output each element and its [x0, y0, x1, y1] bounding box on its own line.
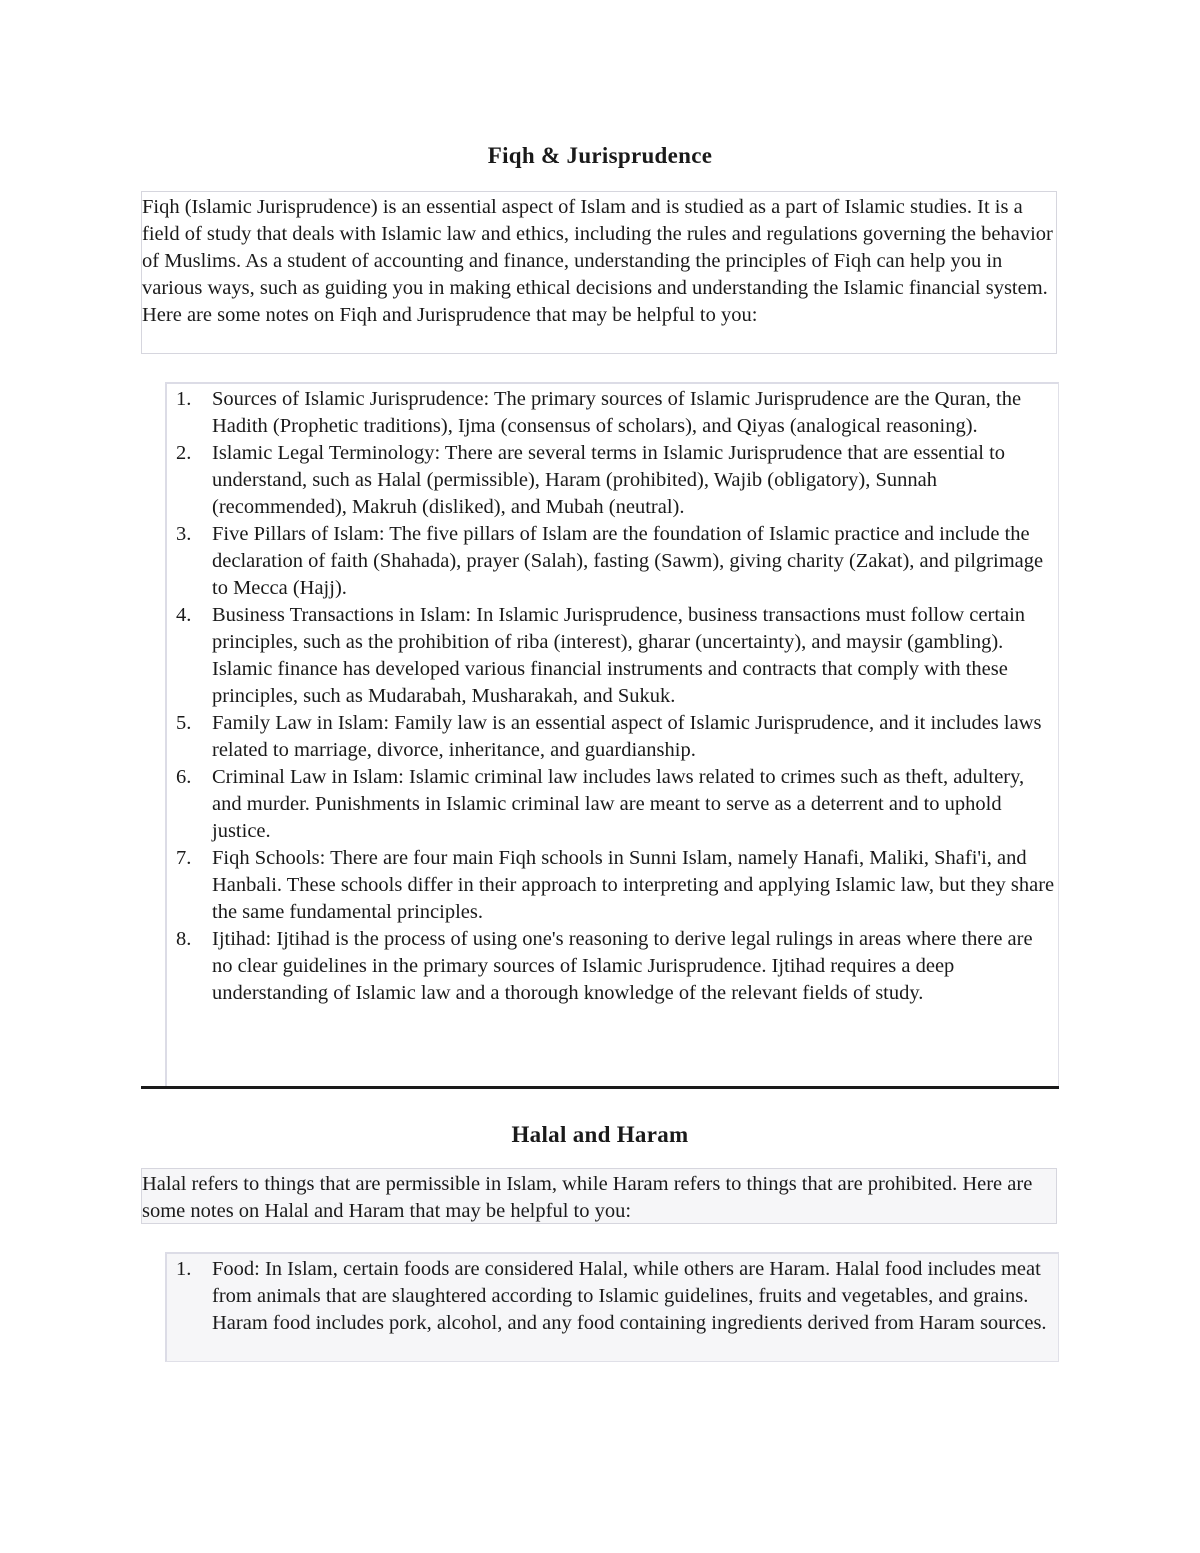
intro-paragraph-halal-haram: Halal refers to things that are permissible in Islam, while Haram refers to things that are prohibited. Here are some notes on Halal and Haram that may be helpful to you: [141, 1168, 1057, 1224]
item-text: Fiqh Schools: There are four main Fiqh schools in Sunni Islam, namely Hanafi, Maliki, Shafi'i, and Hanbali. These schools differ in their approach to interpreting and applying Islamic law, but they share the same fundamental principles. [212, 847, 1055, 923]
item-text: Family Law in Islam: Family law is an essential aspect of Islamic Jurisprudence, and it includes laws related to marriage, divorce, inheritance, and guardianship. [212, 712, 1042, 761]
item-text: Business Transactions in Islam: In Islamic Jurisprudence, business transactions must follow certain principles, such as the prohibition of riba (interest), gharar (uncertainty), and maysir (gambling). Islamic finance has developed various financial instruments and contracts that comply with these principles, such as Mudarabah, Musharakah, and Sukuk. [212, 604, 1026, 707]
item-text: Ijtihad: Ijtihad is the process of using one's reasoning to derive legal rulings in areas where there are no clear guidelines in the primary sources of Islamic Jurisprudence. Ijtihad requires a deep understanding of Islamic law and a thorough knowledge of the relevant fields of study. [212, 928, 1033, 1004]
item-text: Islamic Legal Terminology: There are several terms in Islamic Jurisprudence that are essential to understand, such as Halal (permissible), Haram (prohibited), Wajib (obligatory), Sunnah (recommended), Makruh (disliked), and Mubah (neutral). [212, 442, 1006, 518]
section-title-halal-haram: Halal and Haram [511, 1122, 689, 1147]
item-number: 1. [176, 1258, 192, 1280]
item-text: Sources of Islamic Jurisprudence: The primary sources of Islamic Jurisprudence are the Quran, the Hadith (Prophetic traditions), Ijma (consensus of scholars), and Qiyas (analogical reasoning). [212, 388, 1022, 437]
list-item [176, 710, 1058, 764]
list-item [176, 1256, 1058, 1337]
notes-list-fiqh [165, 382, 1059, 1088]
item-text: Food: In Islam, certain foods are considered Halal, while others are Haram. Halal food includes meat from animals that are slaughtered according to Islamic guidelines, fruits and vegetables, and grains. Haram food includes pork, alcohol, and any food containing ingredients derived from Haram sources. [212, 1258, 1047, 1334]
item-number: 6. [176, 766, 192, 788]
item-text: Five Pillars of Islam: The five pillars of Islam are the foundation of Islamic practice and include the declaration of faith (Shahada), prayer (Salah), fasting (Sawm), giving charity (Zakat), and pilgrimage to Mecca (Hajj). [212, 523, 1044, 599]
item-number: 1. [176, 388, 192, 410]
list-item [176, 926, 1058, 1007]
list-item [176, 386, 1058, 440]
item-number: 4. [176, 604, 192, 626]
list-item [176, 521, 1058, 602]
item-number: 8. [176, 928, 192, 950]
list-item [176, 602, 1058, 710]
intro-paragraph-fiqh: Fiqh (Islamic Jurisprudence) is an essential aspect of Islam and is studied as a part of Islamic studies. It is a field of study that deals with Islamic law and ethics, including the rules and regulations governing the behavior of Muslims. As a student of accounting and finance, understanding the principles of Fiqh can help you in various ways, such as guiding you in making ethical decisions and understanding the Islamic financial system. Here are some notes on Fiqh and Jurisprudence that may be helpful to you: [141, 191, 1057, 354]
item-text: Criminal Law in Islam: Islamic criminal law includes laws related to crimes such as theft, adultery, and murder. Punishments in Islamic criminal law are meant to serve as a deterrent and to uphold justice. [212, 766, 1025, 842]
list-item [176, 845, 1058, 926]
section-title-fiqh: Fiqh & Jurisprudence [487, 143, 713, 168]
notes-list-halal-haram [165, 1252, 1059, 1362]
item-number: 3. [176, 523, 192, 545]
item-number: 2. [176, 442, 192, 464]
section-divider [141, 1086, 1059, 1089]
list-item [176, 440, 1058, 521]
item-number: 7. [176, 847, 192, 869]
item-number: 5. [176, 712, 192, 734]
list-item [176, 764, 1058, 845]
